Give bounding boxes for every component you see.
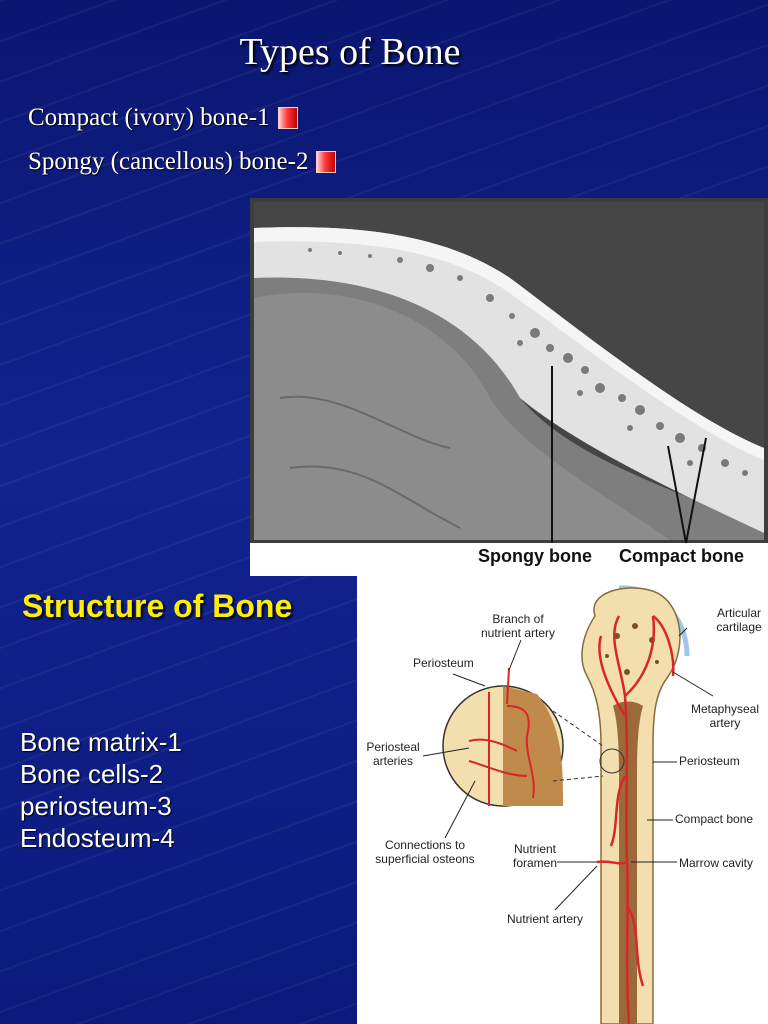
- label-line: nutrient artery: [480, 626, 556, 640]
- label-line: superficial osteons: [375, 852, 475, 866]
- label-branch-nutrient-artery: [453, 612, 583, 640]
- label-line: Connections to: [384, 838, 466, 852]
- label-compact-bone: Compact bone: [675, 812, 754, 826]
- bullet-compact: [28, 104, 298, 132]
- label-line: cartilage: [716, 620, 762, 634]
- label-line: Nutrient: [513, 842, 557, 856]
- label-nutrient-foramen: [505, 842, 565, 870]
- label-line: arteries: [372, 754, 413, 768]
- bullet-compact-text: Compact (ivory) bone-1: [28, 104, 270, 131]
- label-line: Metaphyseal: [690, 702, 760, 716]
- label-periosteal-arteries: [361, 740, 425, 768]
- bullet-square-icon: [316, 151, 336, 173]
- bullet-spongy: [28, 148, 336, 176]
- bullet-square-icon: [278, 107, 298, 129]
- label-line: Articular: [716, 606, 761, 620]
- label-line: Branch of: [492, 612, 544, 626]
- bone-micrograph-image: [250, 198, 768, 576]
- structure-list: [20, 726, 182, 854]
- list-item: Bone cells-2: [20, 759, 164, 789]
- bone-micrograph: [250, 198, 768, 576]
- compact-bone-label: Compact bone: [619, 546, 745, 566]
- label-line: foramen: [512, 856, 558, 870]
- label-metaphyseal-artery: [683, 702, 767, 730]
- slide-title: Types of Bone: [239, 31, 461, 73]
- label-periosteum-left: Periosteum: [413, 656, 474, 670]
- spongy-bone-label: Spongy bone: [478, 546, 592, 566]
- label-articular-cartilage: [709, 606, 768, 634]
- label-line: Periosteal: [366, 740, 420, 754]
- list-item: periosteum-3: [20, 791, 172, 821]
- label-nutrient-artery: Nutrient artery: [507, 912, 584, 926]
- structure-title: Structure of Bone: [22, 588, 293, 624]
- label-periosteum-right: Periosteum: [679, 754, 740, 768]
- long-bone-illustration: [357, 576, 768, 1024]
- list-item: Bone matrix-1: [20, 727, 182, 757]
- bullet-spongy-text: Spongy (cancellous) bone-2: [28, 148, 309, 175]
- label-marrow-cavity: Marrow cavity: [679, 856, 754, 870]
- long-bone-diagram: [357, 576, 768, 1024]
- label-line: artery: [709, 716, 741, 730]
- list-item: Endosteum-4: [20, 823, 175, 853]
- label-connections: [359, 838, 491, 866]
